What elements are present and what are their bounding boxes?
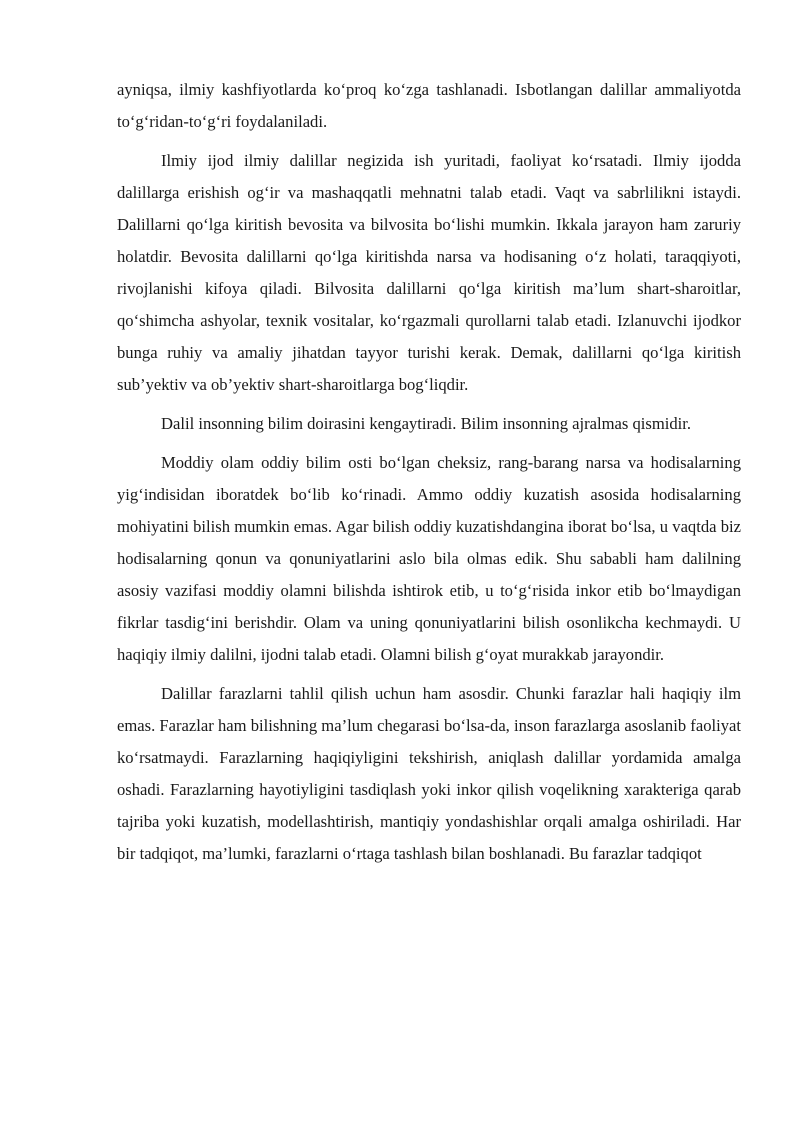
paragraph-continued: ayniqsa, ilmiy kashfiyotlarda ko‘proq ko‘zga tashlanadi. Isbotlangan dalillar ammaliyotda to‘g‘ridan-to‘g‘ri foydalaniladi. xyxy=(117,80,741,131)
document-page xyxy=(117,74,741,877)
paragraph-scientific-creativity: Ilmiy ijod ilmiy dalillar negizida ish yuritadi, faoliyat ko‘rsatadi. Ilmiy ijodda dalillarga erishish og‘ir va mashaqqatli mehnatni talab etadi. Vaqt va sabrlilikni istaydi. Dalillarni qo‘lga kiritish bevosita va bilvosita bo‘lishi mumkin. Ikkala jarayon ham zaruriy holatdir. Bevosita dalillarni qo‘lga kiritishda narsa va hodisaning o‘z holati, taraqqiyoti, rivojlanishi kifoya qiladi. Bilvosita dalillarni qo‘lga kiritish ma’lum shart-sharoitlar, qo‘shimcha ashyolar, texnik vositalar, ko‘rgazmali qurollarni talab etadi. Izlanuvchi ijodkor bunga ruhiy va amaliy jihatdan tayyor turishi kerak. Demak, dalillarni qo‘lga kiritish sub’yektiv va ob’yektiv shart-sharoitlarga bog‘liqdir. xyxy=(117,151,741,394)
paragraph-knowledge: Dalil insonning bilim doirasini kengaytiradi. Bilim insonning ajralmas qismidir. xyxy=(161,414,692,433)
paragraph-hypotheses: Dalillar farazlarni tahlil qilish uchun ham asosdir. Chunki farazlar hali haqiqiy ilm emas. Farazlar ham bilishning ma’lum chegarasi bo‘lsa-da, inson farazlarga asoslanib faoliyat ko‘rsatmaydi. Farazlarning haqiqiyligini tekshirish, aniqlash dalillar yordamida amalga oshadi. Farazlarning hayotiyligini tasdiqlash yoki inkor qilish voqelikning xarakteriga qarab tajriba yoki kuzatish, modellashtirish, mantiqiy yondashishlar orqali amalga oshiriladi. Har bir tadqiqot, ma’lumki, farazlarni o‘rtaga tashlash bilan boshlanadi. Bu farazlar tadqiqot xyxy=(117,684,741,863)
paragraph-material-world: Moddiy olam oddiy bilim osti bo‘lgan cheksiz, rang-barang narsa va hodisalarning yig‘indisidan iboratdek bo‘lib ko‘rinadi. Ammo oddiy kuzatish asosida hodisalarning mohiyatini bilish mumkin emas. Agar bilish oddiy kuzatishdangina iborat bo‘lsa, u vaqtda biz hodisalarning qonun va qonuniyatlarini aslo bila olmas edik. Shu sababli ham dalilning asosiy vazifasi moddiy olamni bilishda ishtirok etib, u to‘g‘risida inkor etib bo‘lmaydigan fikrlar tasdig‘ini berishdir. Olam va uning qonuniyatlarini bilish osonlikcha kechmaydi. U haqiqiy ilmiy dalilni, ijodni talab etadi. Olamni bilish g‘oyat murakkab jarayondir. xyxy=(117,453,741,664)
